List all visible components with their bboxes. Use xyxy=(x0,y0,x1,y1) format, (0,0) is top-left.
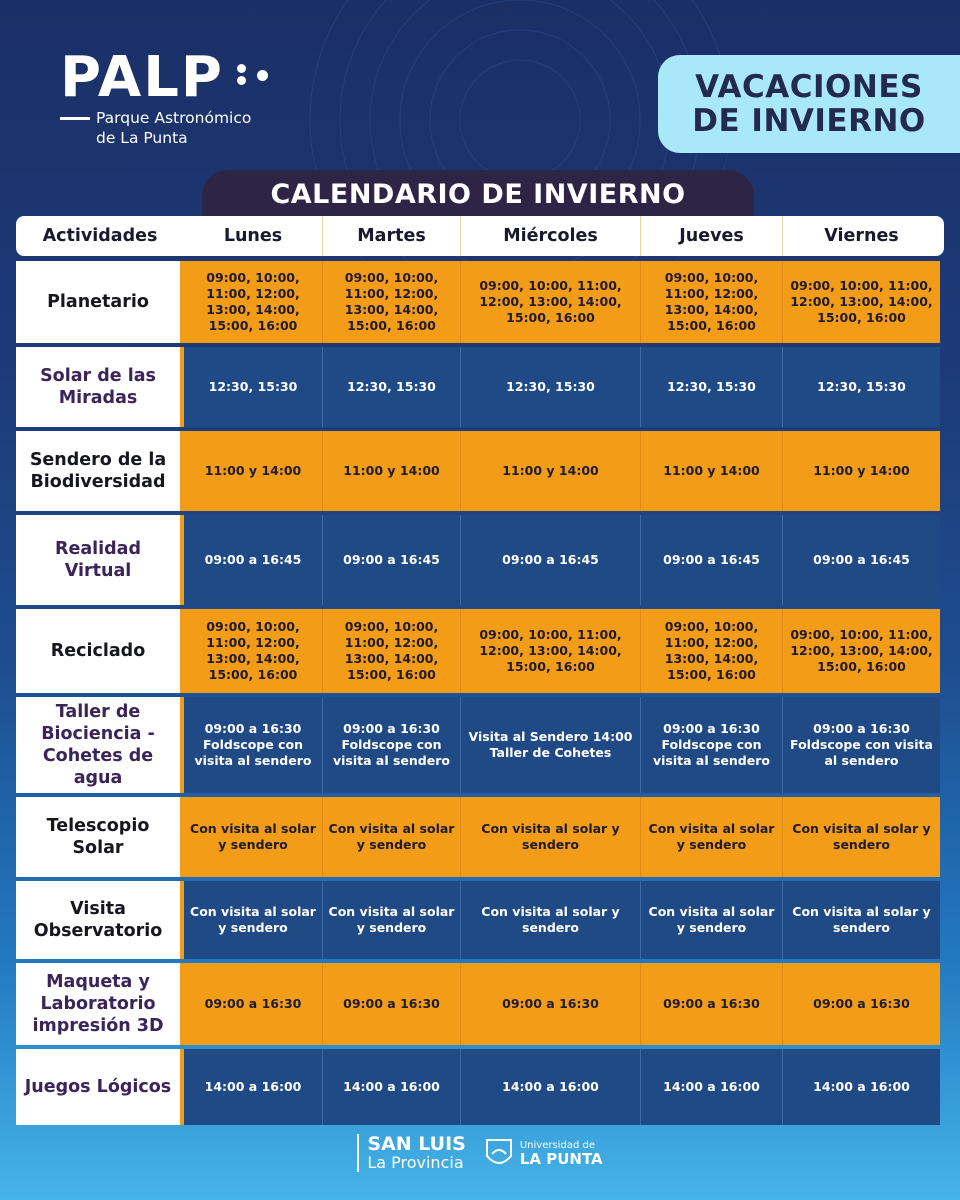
schedule-cell: 14:00 a 16:00 xyxy=(640,1049,782,1125)
table-row xyxy=(16,515,944,605)
logo-wordmark: PALP xyxy=(60,45,224,110)
schedule-cell: 09:00, 10:00, 11:00, 12:00, 13:00, 14:00, 15:00, 16:00 xyxy=(322,261,460,343)
schedule-cell: 11:00 y 14:00 xyxy=(640,431,782,511)
vacaciones-badge xyxy=(658,55,960,153)
schedule-cell: 09:00 a 16:30 xyxy=(640,963,782,1045)
ulp-shield-icon xyxy=(484,1136,514,1170)
activity-name: Solar de las Miradas xyxy=(16,347,184,427)
schedule-cell: 12:30, 15:30 xyxy=(184,347,322,427)
schedule-cell: 09:00 a 16:30 Foldscope con visita al sendero xyxy=(782,697,940,793)
activity-name: Taller de Biociencia - Cohetes de agua xyxy=(16,697,184,793)
ulp-line1: Universidad de xyxy=(519,1139,595,1151)
schedule-cell: 09:00, 10:00, 11:00, 12:00, 13:00, 14:00, 15:00, 16:00 xyxy=(782,609,940,693)
schedule-cell: Con visita al solar y sendero xyxy=(640,797,782,877)
schedule-cell: Con visita al solar y sendero xyxy=(460,797,640,877)
palp-logo xyxy=(60,45,271,148)
schedule-cell: 09:00 a 16:30 Foldscope con visita al sendero xyxy=(184,697,322,793)
schedule-cell: 14:00 a 16:00 xyxy=(782,1049,940,1125)
table-row xyxy=(16,1049,944,1125)
schedule-cell: 12:30, 15:30 xyxy=(322,347,460,427)
activity-name: Reciclado xyxy=(16,609,184,693)
ulp-logo xyxy=(484,1136,603,1170)
schedule-cell: 09:00 a 16:45 xyxy=(640,515,782,605)
header-jueves: Jueves xyxy=(640,216,782,256)
schedule-cell: Con visita al solar y sendero xyxy=(782,881,940,959)
header-martes: Martes xyxy=(322,216,460,256)
table-row xyxy=(16,431,944,511)
schedule-cell: 09:00 a 16:45 xyxy=(184,515,322,605)
schedule-cell: 09:00, 10:00, 11:00, 12:00, 13:00, 14:00, 15:00, 16:00 xyxy=(460,261,640,343)
table-row xyxy=(16,963,944,1045)
table-row xyxy=(16,609,944,693)
schedule-cell: 09:00 a 16:30 xyxy=(782,963,940,1045)
schedule-cell: 14:00 a 16:00 xyxy=(184,1049,322,1125)
table-row xyxy=(16,797,944,877)
activity-name: Telescopio Solar xyxy=(16,797,184,877)
san-luis-line2: La Provincia xyxy=(367,1153,464,1172)
table-row xyxy=(16,697,944,793)
activity-name: Juegos Lógicos xyxy=(16,1049,184,1125)
schedule-cell: 11:00 y 14:00 xyxy=(460,431,640,511)
schedule-cell: 09:00, 10:00, 11:00, 12:00, 13:00, 14:00, 15:00, 16:00 xyxy=(782,261,940,343)
table-row xyxy=(16,347,944,427)
header-actividades: Actividades xyxy=(42,226,158,246)
schedule-cell: 09:00 a 16:45 xyxy=(460,515,640,605)
table-row xyxy=(16,261,944,343)
schedule-cell: 12:30, 15:30 xyxy=(460,347,640,427)
schedule-cell: 09:00 a 16:45 xyxy=(322,515,460,605)
header-lunes: Lunes xyxy=(223,226,283,246)
schedule-cell: Con visita al solar y sendero xyxy=(184,797,322,877)
calendar-title: CALENDARIO DE INVIERNO xyxy=(202,170,754,218)
activity-name: Planetario xyxy=(16,261,184,343)
schedule-cell: Con visita al solar y sendero xyxy=(322,881,460,959)
activity-name: Realidad Virtual xyxy=(16,515,184,605)
header-viernes: Viernes xyxy=(782,216,940,256)
schedule-cell: 09:00 a 16:30 xyxy=(460,963,640,1045)
schedule-cell: Con visita al solar y sendero xyxy=(184,881,322,959)
activity-name: Visita Observatorio xyxy=(16,881,184,959)
schedule-cell: 14:00 a 16:00 xyxy=(322,1049,460,1125)
badge-line2: DE INVIERNO xyxy=(692,103,926,139)
ulp-line2: LA PUNTA xyxy=(519,1149,603,1168)
activity-name: Maqueta y Laboratorio impresión 3D xyxy=(16,963,184,1045)
schedule-cell: Con visita al solar y sendero xyxy=(460,881,640,959)
logo-subtitle-line2: de La Punta xyxy=(96,129,188,147)
schedule-cell: 09:00 a 16:30 Foldscope con visita al sendero xyxy=(322,697,460,793)
schedule-cell: 12:30, 15:30 xyxy=(640,347,782,427)
table-header xyxy=(16,216,944,256)
schedule-cell: 11:00 y 14:00 xyxy=(322,431,460,511)
schedule-cell: 09:00 a 16:30 xyxy=(184,963,322,1045)
schedule-cell: Con visita al solar y sendero xyxy=(322,797,460,877)
schedule-cell: 09:00 a 16:30 Foldscope con visita al sendero xyxy=(640,697,782,793)
schedule-cell: 11:00 y 14:00 xyxy=(184,431,322,511)
san-luis-line1: SAN LUIS xyxy=(367,1133,466,1155)
schedule-cell: 09:00, 10:00, 11:00, 12:00, 13:00, 14:00, 15:00, 16:00 xyxy=(460,609,640,693)
schedule-cell: 09:00, 10:00, 11:00, 12:00, 13:00, 14:00, 15:00, 16:00 xyxy=(184,609,322,693)
schedule-cell: Con visita al solar y sendero xyxy=(782,797,940,877)
schedule-cell: 09:00, 10:00, 11:00, 12:00, 13:00, 14:00, 15:00, 16:00 xyxy=(322,609,460,693)
san-luis-logo xyxy=(357,1134,466,1172)
activity-name: Sendero de la Biodiversidad xyxy=(16,431,184,511)
schedule-table xyxy=(16,216,944,1129)
badge-line1: VACACIONES xyxy=(695,69,923,105)
schedule-cell: 09:00, 10:00, 11:00, 12:00, 13:00, 14:00, 15:00, 16:00 xyxy=(184,261,322,343)
table-row xyxy=(16,881,944,959)
footer-logos xyxy=(0,1128,960,1178)
schedule-cell: Visita al Sendero 14:00 Taller de Cohetes xyxy=(460,697,640,793)
schedule-cell: 14:00 a 16:00 xyxy=(460,1049,640,1125)
header-miercoles: Miércoles xyxy=(460,216,640,256)
logo-dots-icon xyxy=(235,62,271,84)
schedule-cell: 09:00 a 16:30 xyxy=(322,963,460,1045)
schedule-cell: 11:00 y 14:00 xyxy=(782,431,940,511)
logo-subtitle-line1: Parque Astronómico xyxy=(96,109,252,127)
schedule-cell: 12:30, 15:30 xyxy=(782,347,940,427)
schedule-cell: 09:00, 10:00, 11:00, 12:00, 13:00, 14:00, 15:00, 16:00 xyxy=(640,261,782,343)
schedule-cell: 09:00 a 16:45 xyxy=(782,515,940,605)
schedule-cell: 09:00, 10:00, 11:00, 12:00, 13:00, 14:00, 15:00, 16:00 xyxy=(640,609,782,693)
schedule-cell: Con visita al solar y sendero xyxy=(640,881,782,959)
